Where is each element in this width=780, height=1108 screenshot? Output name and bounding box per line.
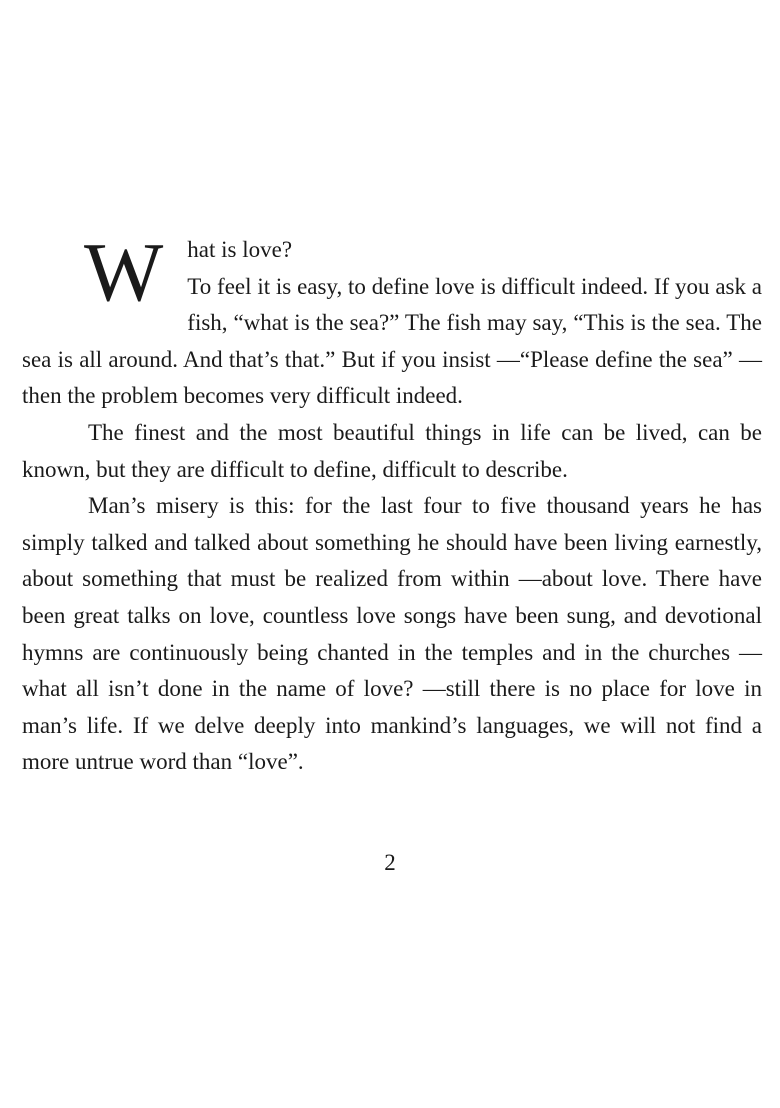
- drop-cap: W: [84, 226, 164, 319]
- paragraph-3: Man’s misery is this: for the last four to five thousand years he has simply talked and talked about something he should have been living earnestly, about something that must be realized from within —about love. There have been great talks on love, countless love songs have been sung, and devotional hymns are continuously being chanted in the temples and in the churches —what all isn’t done in the name of love? —still there is no place for love in man’s life. If we delve deeply into mankind’s languages, we will not find a more untrue word than “love”.: [22, 493, 762, 775]
- paragraph-2: The finest and the most beautiful things in life can be lived, can be known, but they are difficult to define, difficult to describe.: [22, 419, 762, 482]
- paragraph-1: [22, 226, 762, 415]
- paragraph-1-body: To feel it is easy, to define love is difficult indeed. If you ask a fish, “what is the sea?” The fish may say, “This is the sea. The sea is all around. And that’s that.” But if you insist —“Please define the sea” —then the problem becomes very difficult indeed.: [22, 273, 762, 409]
- page-number: 2: [384, 850, 396, 875]
- page-body: [22, 226, 762, 781]
- opening-line: hat is love?: [187, 237, 293, 262]
